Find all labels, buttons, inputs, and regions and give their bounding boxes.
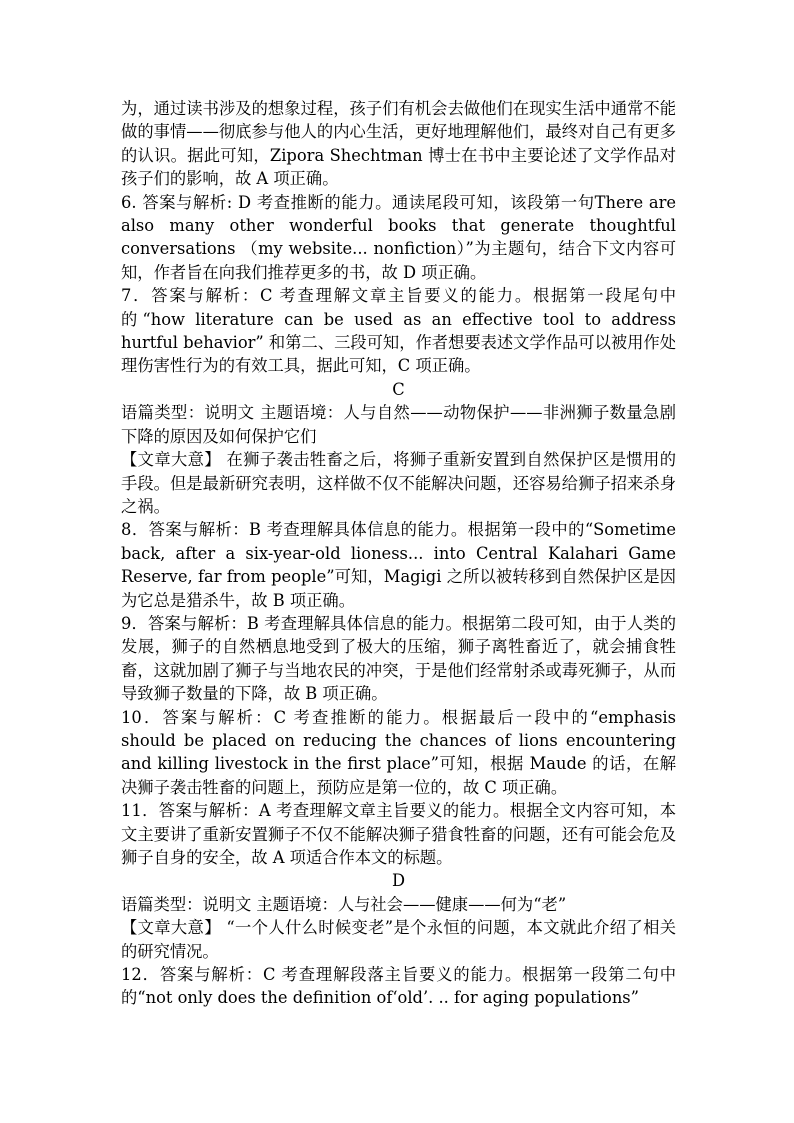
answer-6: 6. 答案与解析: D 考查推断的能力。通读尾段可知，该段第一句There are also many other wonderful books that generate thoughtful conversations （my website... nonfiction）”为主题句，结合下文内容可知，作者旨在向我们推荐更多的书，故 D 项正确。 (121, 192, 676, 282)
section-heading-d: D (391, 871, 406, 891)
answer-10: 10．答案与解析：C 考查推断的能力。根据最后一段中的“emphasis should be placed on reducing the chances of lions encountering and killing livestock in the first place”可知，根据 Maude 的话，在解决狮子袭击牲畜的问题上，预防应是第一位的，故 C 项正确。 (121, 707, 676, 797)
answer-11: 11．答案与解析：A 考查理解文章主旨要义的能力。根据全文内容可知，本文主要讲了重新安置狮子不仅不能解决狮子猎食牲畜的问题，还有可能会危及狮子自身的安全，故 A 项适合作本文的标题。 (121, 801, 676, 867)
answer-9: 9．答案与解析：B 考查理解具体信息的能力。根据第二段可知，由于人类的发展，狮子的自然栖息地受到了极大的压缩，狮子离牲畜近了，就会捕食牲畜，这就加剧了狮子与当地农民的冲突，于是他们经常射杀或毒死狮子，从而导致狮子数量的下降，故 B 项正确。 (121, 613, 676, 704)
passage-summary-d: 【文章大意】 “一个人什么时候变老”是个永恒的问题，本文就此介绍了相关的研究情况。 (121, 918, 676, 961)
section-heading-c: C (392, 379, 405, 399)
answer-8: 8．答案与解析：B 考查理解具体信息的能力。根据第一段中的“Sometime back, after a six-year-old lioness... into Central Kalahari Game Reserve, far from people”可知，Magigi 之所以被转移到自然保护区是因为它总是猎杀牛，故 B 项正确。 (121, 520, 676, 610)
paragraph-continuation: 为，通过读书涉及的想象过程，孩子们有机会去做他们在现实生活中通常不能做的事情——彻底参与他人的内心生活，更好地理解他们，最终对自己有更多的认识。据此可知，Zipora Shechtman 博士在书中主要论述了文学作品对孩子们的影响，故 A 项正确。 (121, 99, 676, 189)
document-page (121, 97, 676, 1010)
answer-7: 7．答案与解析：C 考查理解文章主旨要义的能力。根据第一段尾句中的“how literature can be used as an effective tool to address hurtful behavior” 和第二、三段可知，作者想要表述文学作品可以被用作处理伤害性行为的有效工具，据此可知，C 项正确。 (121, 286, 676, 376)
answer-12: 12．答案与解析：C 考查理解段落主旨要义的能力。根据第一段第二句中的“not only does the definition of‘old’. .. for aging populations” (121, 965, 676, 1008)
passage-type-d: 语篇类型：说明文 主题语境：人与社会——健康——何为“老” (121, 894, 567, 914)
passage-summary-c: 【文章大意】 在狮子袭击牲畜之后，将狮子重新安置到自然保护区是惯用的手段。但是最新研究表明，这样做不仅不能解决问题，还容易给狮子招来杀身之祸。 (121, 450, 676, 516)
passage-type-c: 语篇类型：说明文 主题语境：人与自然——动物保护——非洲狮子数量急剧下降的原因及如何保护它们 (121, 403, 676, 446)
